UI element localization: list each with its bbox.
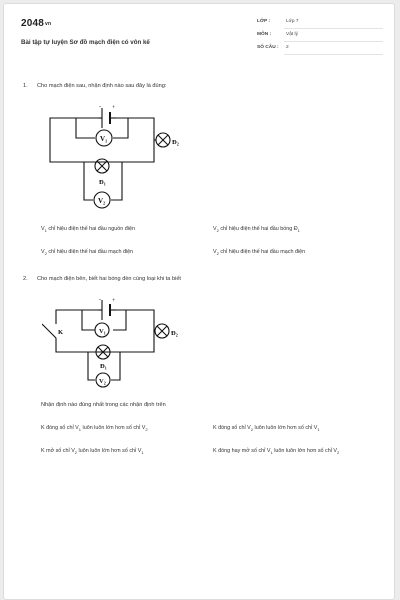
site-logo[interactable]: 2048vn [21, 18, 52, 29]
switch-k-label: K [58, 329, 64, 336]
q1-option-b[interactable]: $V_2$ chỉ hiệu điện thế hai đầu bóng $Đ_1$ [213, 226, 300, 234]
question-2-circuit [42, 294, 202, 394]
q1-option-d[interactable]: $V_2$ chỉ hiệu điện thế hai đầu mạch điện [213, 249, 306, 257]
q2-option-a[interactable]: K đóng số chỉ $V_1$ luôn luôn lớn hơn số chỉ $V_2$ [41, 425, 148, 433]
q2-option-b[interactable]: K đóng số chỉ $V_2$ luôn luôn lớn hơn số chỉ $V_1$ [213, 425, 320, 433]
battery-minus-label: - [99, 297, 101, 303]
voltmeter-v2-label: $V_2$ [98, 197, 106, 206]
lamp-d1-label: $Đ_1$ [99, 179, 106, 187]
meta-question-count: SỐ CÂU : 2 [257, 45, 289, 50]
voltmeter-v1-label: $V_1$ [99, 328, 106, 336]
divider [284, 41, 383, 42]
divider [284, 28, 383, 29]
meta-class: LỚP : Lớp 7 [257, 19, 299, 24]
divider [284, 54, 383, 55]
battery-minus-label: - [99, 104, 101, 110]
question-2-prompt: Nhận định nào đúng nhất trong các nhận định trên [41, 402, 166, 408]
battery-plus-label: + [112, 298, 116, 304]
question-1-text: 1. Cho mạch điện sau, nhận định nào sau đây là đúng: [23, 83, 167, 89]
lamp-d2-label: $Đ_2$ [172, 139, 179, 147]
voltmeter-v1-label: $V_1$ [100, 135, 108, 144]
q2-option-d[interactable]: K đóng hay mở số chỉ $V_1$ luôn luôn lớn hơn số chỉ $V_2$ [213, 448, 340, 456]
worksheet-page [3, 3, 395, 600]
q1-option-a[interactable]: $V_1$ chỉ hiệu điện thế hai đầu nguồn điện [41, 226, 135, 234]
meta-subject: MÔN : Vật lý [257, 32, 298, 37]
q2-option-c[interactable]: K mở số chỉ $V_2$ luôn luôn lớn hơn số chỉ $V_1$ [41, 448, 144, 456]
question-2-text: 2. Cho mạch điện bên, biết hai bóng đèn cùng loại khi ta biết [23, 276, 181, 282]
worksheet-title: Bài tập tự luyện Sơ đồ mạch điện có vôn kế [21, 39, 150, 46]
voltmeter-v2-label: $V_2$ [99, 378, 106, 386]
battery-plus-label: + [112, 105, 116, 111]
question-1-circuit [42, 100, 202, 212]
q1-option-c[interactable]: $V_2$ chỉ hiệu điện thế hai đầu mạch điện [41, 249, 134, 257]
lamp-d2-label: $Đ_2$ [171, 330, 178, 338]
lamp-d1-label: $Đ_1$ [100, 363, 107, 371]
